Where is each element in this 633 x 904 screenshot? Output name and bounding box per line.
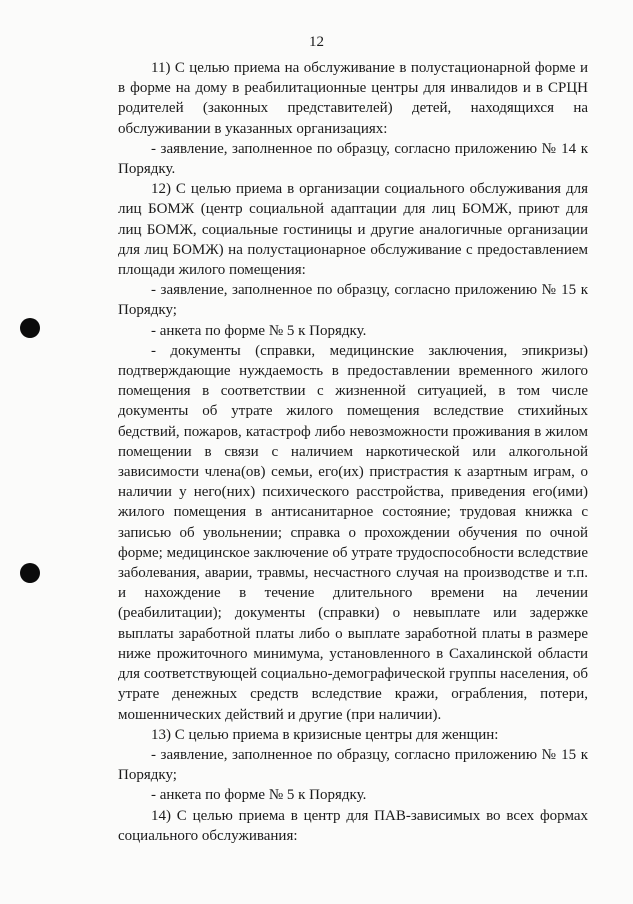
paragraph-13: 13) С целью приема в кризисные центры для женщин:: [151, 726, 499, 743]
list-item: - заявление, заполненное по образцу, согласно приложению № 15 к Порядку;: [118, 746, 588, 784]
document-body: [118, 58, 588, 846]
list-item: - анкета по форме № 5 к Порядку.: [151, 787, 367, 804]
paragraph-12: 12) С целью приема в организации социального обслуживания для лиц БОМЖ (центр социальной адаптации для лиц БОМЖ, приют для лиц БОМЖ, социальные гостиницы и другие аналогичные организации для лиц БОМЖ) на полустационарное обслуживание с предоставлением площади жилого помещения:: [118, 181, 588, 279]
list-item: - анкета по форме № 5 к Порядку.: [151, 322, 367, 339]
list-item-documents: - документы (справки, медицинские заключения, эпикризы) подтверждающие нуждаемость в предоставлении временного жилого помещения в соответствии с жизненной ситуацией, в том числе документы об утрате жилого помещения вследствие стихийных бедствий, пожаров, катастроф либо невозможности проживания в жилом помещении в связи с наличием наркотической или алкогольной зависимости члена(ов) семьи, его(их) пристрастия к азартным играм, о наличии у него(них) психического расстройства, приведения его(ими) жилого помещения в антисанитарное состояние; трудовая книжка с записью об увольнении; справка о прохождении обучения по очной форме; медицинское заключение об утрате трудоспособности вследствие заболевания, аварии, травмы, несчастного случая на производстве и т.п. и нахождение в течение длительного времени на лечении (реабилитации); документы (справки) о невыплате или задержке выплаты заработной платы либо о выплате заработной платы в размере ниже прожиточного минимума, установленного в Сахалинской области для соответствующей социально-демографической группы населения, об утрате денежных средств вследствие кражи, ограбления, потери, мошеннических действий и другие (при наличии).: [118, 342, 588, 723]
paragraph-11: 11) С целью приема на обслуживание в полустационарной форме и в форме на дому в реабилитационные центры для инвалидов и в СРЦН родителей (законных представителей) детей, находящихся на обслуживании в указанных организациях:: [118, 60, 588, 137]
page-number: 12: [309, 34, 324, 50]
punch-hole-bottom: [20, 563, 40, 583]
list-item: - заявление, заполненное по образцу, согласно приложению № 15 к Порядку;: [118, 282, 588, 319]
punch-hole-top: [20, 318, 40, 338]
paragraph-14: 14) С целью приема в центр для ПАВ-зависимых во всех формах социального обслуживания:: [118, 807, 588, 844]
list-item: - заявление, заполненное по образцу, согласно приложению № 14 к Порядку.: [118, 140, 588, 178]
